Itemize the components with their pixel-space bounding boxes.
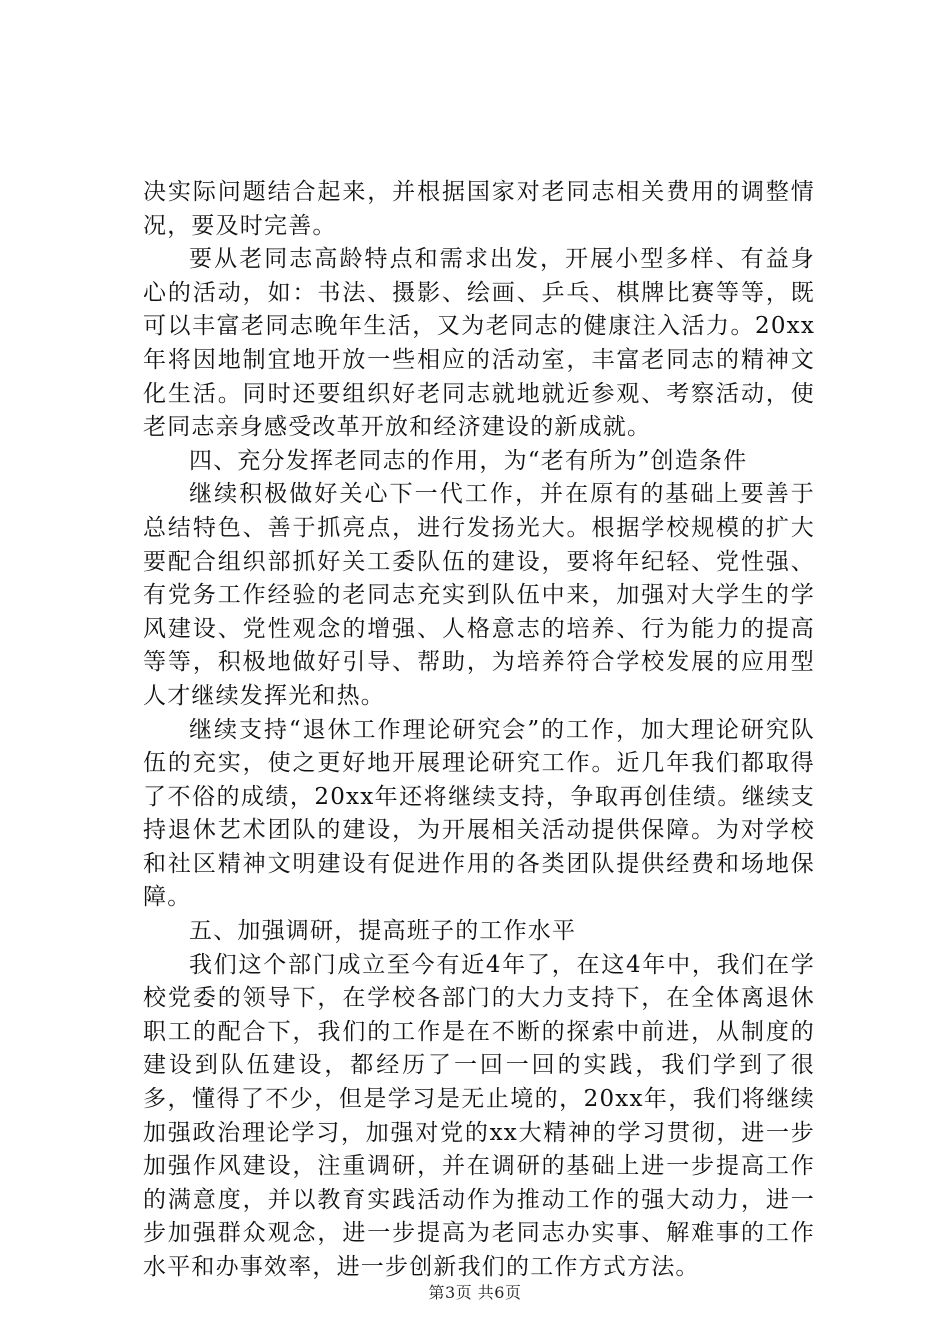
paragraph-activities: 要从老同志高龄特点和需求出发，开展小型多样、有益身心的活动，如：书法、摄影、绘画、乒乓、棋牌比赛等等，既可以丰富老同志晚年生活，又为老同志的健康注入活力。20xx年将因地制宜地开放一些相应的活动室，丰富老同志的精神文化生活。同时还要组织好老同志就地就近参观、考察活动，使老同志亲身感受改革开放和经济建设的新成就。 — [143, 246, 815, 441]
document-body — [143, 176, 815, 1285]
paragraph-next-generation: 继续积极做好关心下一代工作，并在原有的基础上要善于总结特色、善于抓亮点，进行发扬光大。根据学校规模的扩大要配合组织部抓好关工委队伍的建设，要将年纪轻、党性强、有党务工作经验的老同志充实到队伍中来，加强对大学生的学风建设、党性观念的增强、人格意志的培养、行为能力的提高等等，积极地做好引导、帮助，为培养符合学校发展的应用型人才继续发挥光和热。 — [143, 481, 815, 709]
section-heading-four: 四、充分发挥老同志的作用，为“老有所为”创造条件 — [189, 447, 748, 474]
page-number-footer: 第3页 共6页 — [428, 1283, 522, 1302]
paragraph-continuation: 决实际问题结合起来，并根据国家对老同志相关费用的调整情况，要及时完善。 — [143, 179, 815, 239]
paragraph-department-work: 我们这个部门成立至今有近4年了，在这4年中，我们在学校党委的领导下，在学校各部门的大力支持下，在全体离退休职工的配合下，我们的工作是在不断的探索中前进，从制度的建设到队伍建设，都经历了一回一回的实践，我们学到了很多，懂得了不少，但是学习是无止境的，20xx年，我们将继续加强政治理论学习，加强对党的xx大精神的学习贯彻，进一步加强作风建设，注重调研，并在调研的基础上进一步提高工作的满意度，并以教育实践活动作为推动工作的强大动力，进一步加强群众观念，进一步提高为老同志办实事、解难事的工作水平和办事效率，进一步创新我们的工作方式方法。 — [143, 951, 815, 1280]
paragraph-research-society: 继续支持“退休工作理论研究会”的工作，加大理论研究队伍的充实，使之更好地开展理论研究工作。近几年我们都取得了不俗的成绩，20xx年还将继续支持，争取再创佳绩。继续支持退休艺术团队的建设，为开展相关活动提供保障。为对学校和社区精神文明建设有促进作用的各类团队提供经费和场地保障。 — [143, 716, 815, 911]
section-heading-five: 五、加强调研，提高班子的工作水平 — [189, 918, 577, 945]
